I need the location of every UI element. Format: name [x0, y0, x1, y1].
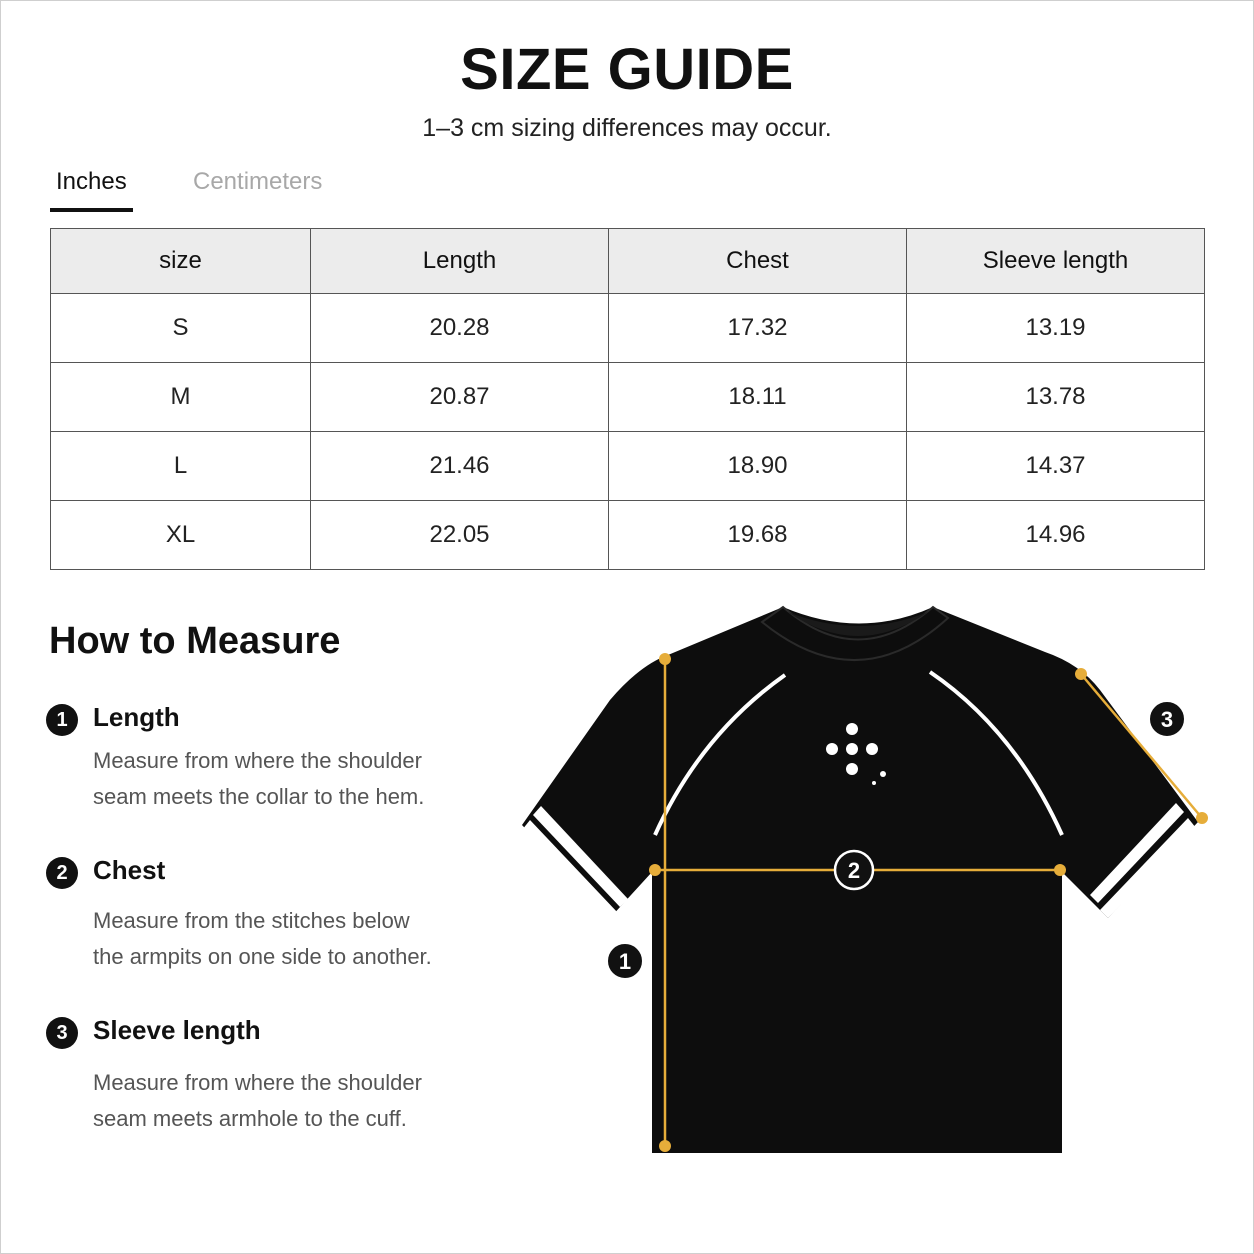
- column-header-sleeve-length: Sleeve length: [907, 229, 1205, 294]
- cell-chest: 18.11: [609, 363, 907, 432]
- measure-label-length: Length: [93, 702, 180, 732]
- column-header-length: Length: [311, 229, 609, 294]
- cell-length: 20.28: [311, 294, 609, 363]
- page-subtitle: 1–3 cm sizing differences may occur.: [422, 114, 832, 142]
- table-row: [51, 294, 1205, 363]
- table-row: [51, 501, 1205, 570]
- cell-sleeve-length: 14.37: [907, 432, 1205, 501]
- cell-chest: 18.90: [609, 432, 907, 501]
- cell-sleeve-length: 14.96: [907, 501, 1205, 570]
- diagram-marker-3: [1149, 701, 1185, 737]
- chest-endpoint-right: [1054, 864, 1066, 876]
- sleeve-endpoint-bottom: [1196, 812, 1208, 824]
- cell-size: L: [51, 432, 311, 501]
- cell-length: 21.46: [311, 432, 609, 501]
- cell-size: XL: [51, 501, 311, 570]
- column-header-chest: Chest: [609, 229, 907, 294]
- number-badge-3: 3: [46, 1017, 78, 1049]
- how-to-measure-title: How to Measure: [49, 620, 341, 662]
- unit-tabs: [50, 166, 450, 212]
- measure-label-chest: Chest: [93, 855, 166, 885]
- diagram-marker-2: [835, 851, 873, 889]
- cell-length: 20.87: [311, 363, 609, 432]
- table-row: [51, 432, 1205, 501]
- cell-size: M: [51, 363, 311, 432]
- table-header-row: [51, 229, 1205, 294]
- length-endpoint-top: [659, 653, 671, 665]
- diagram-marker-3-label: 3: [1160, 707, 1174, 732]
- page-title: SIZE GUIDE: [460, 37, 794, 102]
- diagram-marker-1: [607, 943, 643, 979]
- chest-endpoint-left: [649, 864, 661, 876]
- sleeve-endpoint-top: [1075, 668, 1087, 680]
- tab-centimeters[interactable]: Centimeters: [193, 168, 323, 195]
- measure-desc-sleeve-line-2: seam meets armhole to the cuff.: [93, 1106, 407, 1131]
- cell-length: 22.05: [311, 501, 609, 570]
- cell-sleeve-length: 13.19: [907, 294, 1205, 363]
- table-row: [51, 363, 1205, 432]
- column-header-size: size: [51, 229, 311, 294]
- cell-size: S: [51, 294, 311, 363]
- length-endpoint-bottom: [659, 1140, 671, 1152]
- cell-sleeve-length: 13.78: [907, 363, 1205, 432]
- diagram-marker-2-label: 2: [847, 858, 861, 883]
- diagram-marker-1-label: 1: [618, 949, 632, 974]
- measure-desc-sleeve-line-1: Measure from where the shoulder: [93, 1070, 422, 1095]
- measure-desc-length-line-1: Measure from where the shoulder: [93, 748, 422, 773]
- cell-chest: 19.68: [609, 501, 907, 570]
- tab-inches[interactable]: Inches: [50, 166, 133, 212]
- measure-desc-chest-line-2: the armpits on one side to another.: [93, 944, 432, 969]
- measure-label-sleeve-length: Sleeve length: [93, 1015, 261, 1045]
- number-badge-1: 1: [46, 704, 78, 736]
- size-table: [50, 228, 1205, 570]
- cell-chest: 17.32: [609, 294, 907, 363]
- number-badge-2: 2: [46, 857, 78, 889]
- measure-desc-chest-line-1: Measure from the stitches below: [93, 908, 410, 933]
- measure-desc-length-line-2: seam meets the collar to the hem.: [93, 784, 425, 809]
